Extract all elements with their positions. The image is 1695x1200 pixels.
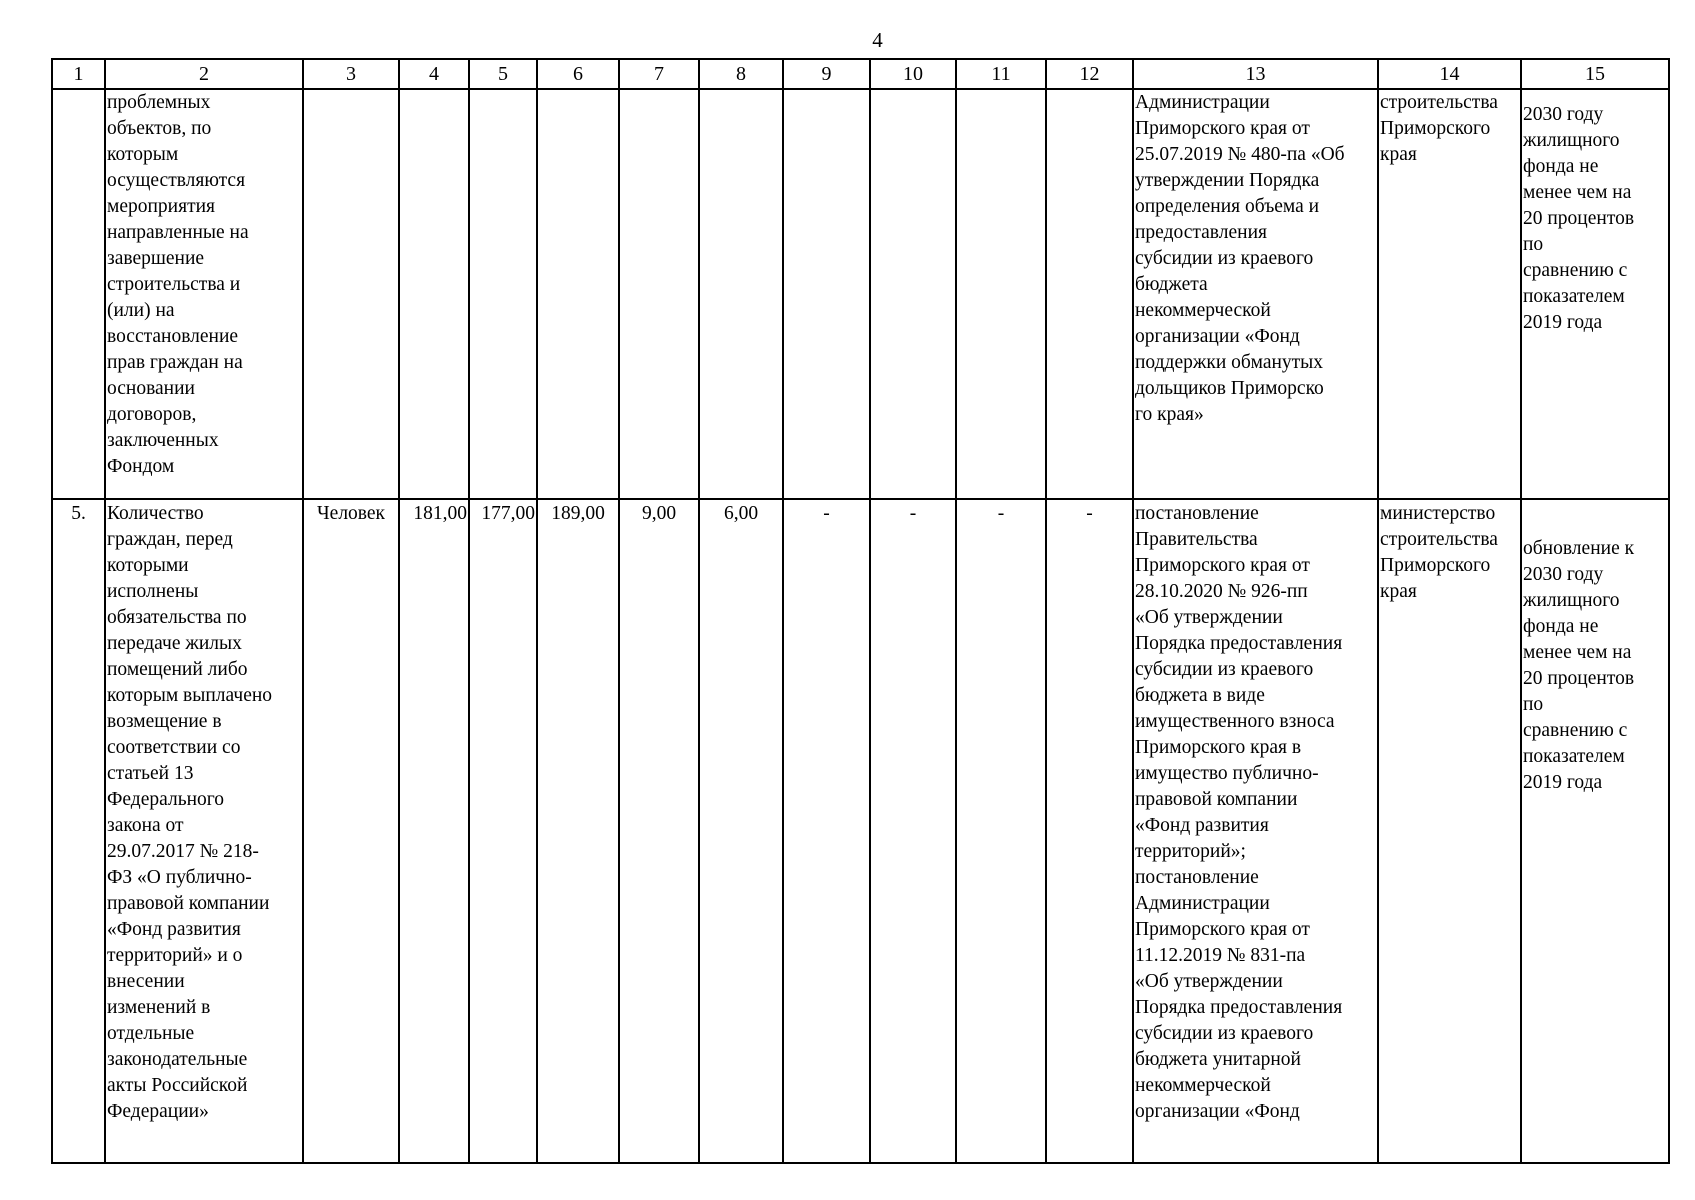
value-cell (399, 89, 469, 499)
indicator-name-cell: проблемных объектов, по которым осуществляются мероприятия направленные на завершение строительства и (или) на восстановление прав граждан на основании договоров, заключенных Фондом (105, 89, 303, 499)
goal-cell: 2030 году жилищного фонда не менее чем на 20 процентов по сравнению с показателем 2019 года (1521, 89, 1669, 499)
column-header: 10 (870, 59, 956, 89)
column-header: 7 (619, 59, 699, 89)
value-cell (699, 89, 783, 499)
value-cell (956, 89, 1046, 499)
value-cell (870, 89, 956, 499)
unit-cell (303, 89, 399, 499)
column-header: 11 (956, 59, 1046, 89)
value-cell: 189,00 (537, 499, 619, 1163)
table-row (52, 499, 1669, 1163)
value-cell: - (783, 499, 870, 1163)
unit-cell: Человек (303, 499, 399, 1163)
column-header: 14 (1378, 59, 1521, 89)
value-cell: 177,00 (469, 499, 537, 1163)
value-cell (619, 89, 699, 499)
responsible-cell: министерство строительства Приморского края (1378, 499, 1521, 1163)
value-cell (783, 89, 870, 499)
value-cell: - (870, 499, 956, 1163)
column-header: 12 (1046, 59, 1133, 89)
value-cell (537, 89, 619, 499)
value-cell (1046, 89, 1133, 499)
goal-cell: обновление к 2030 году жилищного фонда не менее чем на 20 процентов по сравнению с показателем 2019 года (1521, 499, 1669, 1163)
legal-basis-cell: постановление Правительства Приморского края от 28.10.2020 № 926-пп «Об утверждении Порядка предоставления субсидии из краевого бюджета в виде имущественного взноса Приморского края в имущество публично- правовой компании «Фонд развития территорий»; постановление Администрации Приморского края от 11.12.2019 № 831-па «Об утверждении Порядка предоставления субсидии из краевого бюджета унитарной некоммерческой организации «Фонд (1133, 499, 1378, 1163)
column-header: 4 (399, 59, 469, 89)
value-cell: - (956, 499, 1046, 1163)
row-number-cell: 5. (52, 499, 105, 1163)
legal-basis-cell: Администрации Приморского края от 25.07.2019 № 480-па «Об утверждении Порядка определения объема и предоставления субсидии из краевого бюджета некоммерческой организации «Фонд поддержки обманутых дольщиков Приморско го края» (1133, 89, 1378, 499)
table-row (52, 89, 1669, 499)
column-header: 2 (105, 59, 303, 89)
column-header: 8 (699, 59, 783, 89)
column-header: 6 (537, 59, 619, 89)
value-cell: 9,00 (619, 499, 699, 1163)
column-header: 5 (469, 59, 537, 89)
column-number-row (52, 59, 1669, 89)
column-header: 13 (1133, 59, 1378, 89)
value-cell: - (1046, 499, 1133, 1163)
column-header: 15 (1521, 59, 1669, 89)
value-cell (469, 89, 537, 499)
responsible-cell: строительства Приморского края (1378, 89, 1521, 499)
value-cell: 6,00 (699, 499, 783, 1163)
column-header: 9 (783, 59, 870, 89)
indicators-table (51, 58, 1670, 1164)
value-cell: 181,00 (399, 499, 469, 1163)
column-header: 1 (52, 59, 105, 89)
indicator-name-cell: Количество граждан, перед которыми исполнены обязательства по передаче жилых помещений либо которым выплачено возмещение в соответствии со статьей 13 Федерального закона от 29.07.2017 № 218- ФЗ «О публично- правовой компании «Фонд развития территорий» и о внесении изменений в отдельные законодательные акты Российской Федерации» (105, 499, 303, 1163)
row-number-cell (52, 89, 105, 499)
page-number: 4 (872, 28, 883, 52)
column-header: 3 (303, 59, 399, 89)
